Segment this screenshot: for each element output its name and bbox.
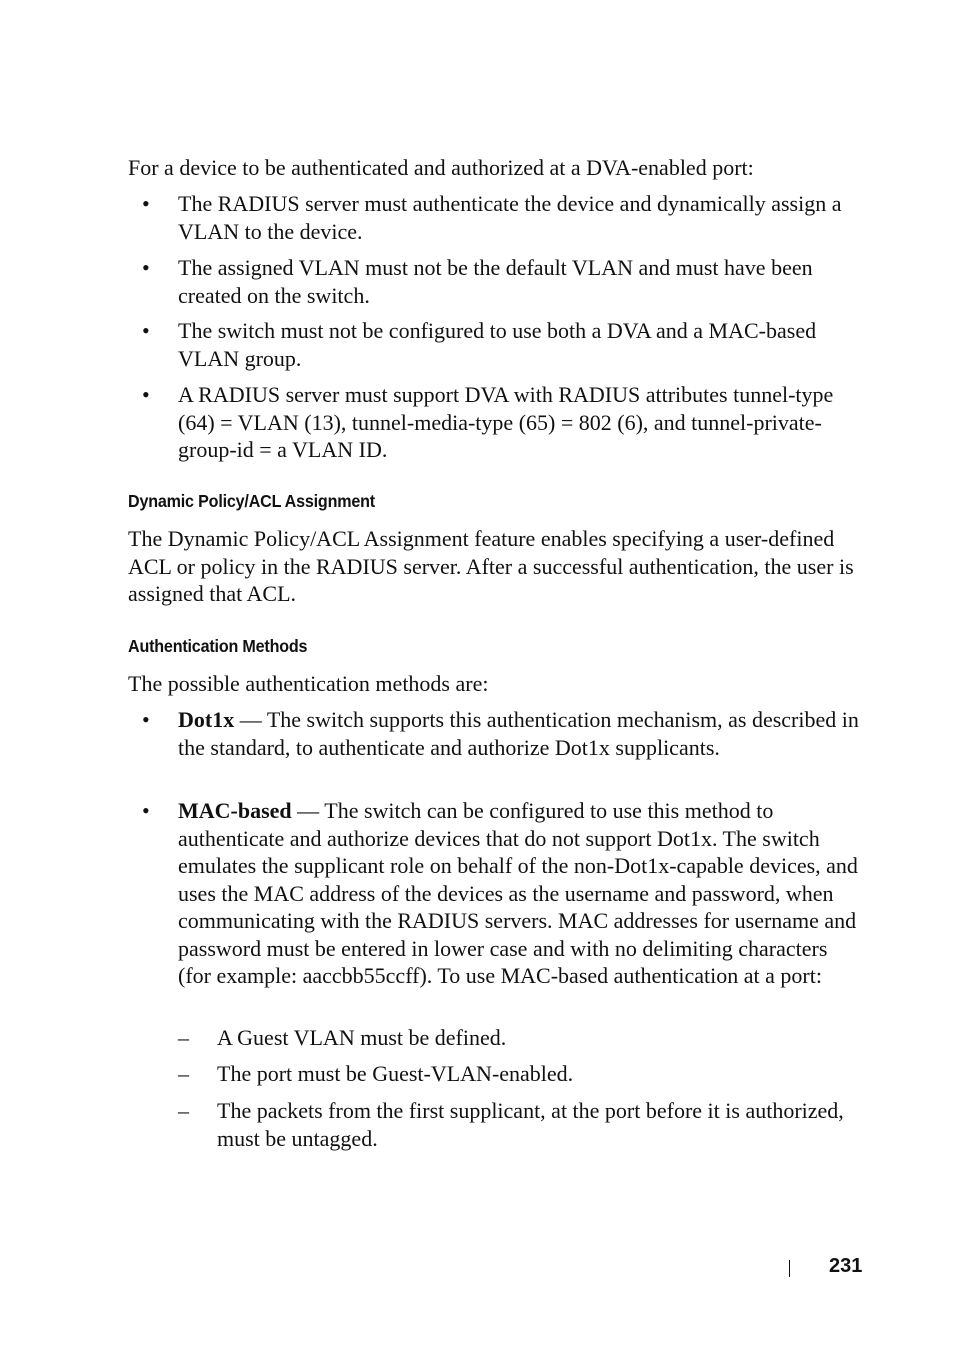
- list-item: [178, 797, 864, 990]
- section-heading: Dynamic Policy/ACL Assignment: [128, 491, 375, 511]
- list-item: The switch must not be configured to use both a DVA and a MAC-based VLAN group.: [178, 318, 817, 371]
- bullet-glyph: •: [142, 255, 150, 280]
- section-paragraph: The possible authentication methods are:: [128, 671, 489, 696]
- sub-list-item: A Guest VLAN must be defined.: [217, 1025, 507, 1050]
- bullet-glyph: •: [142, 191, 150, 216]
- list-item: The assigned VLAN must not be the default VLAN and must have been created on the switch.: [178, 255, 813, 308]
- method-description: — The switch can be configured to use this method to authenticate and authorize devices that do not support Dot1x. The switch emulates the supplicant role on behalf of the non-Dot1x-capable devices, and uses the MAC address of the devices as the username and password, when communicating with the RADIUS servers. MAC addresses for username and password must be entered in lower case and with no delimiting characters (for example: aaccbb55ccff). To use MAC-based authentication at a port:: [178, 798, 858, 988]
- list-item: The RADIUS server must authenticate the device and dynamically assign a VLAN to the device.: [178, 191, 842, 244]
- dash-glyph: –: [178, 1025, 189, 1050]
- method-term: Dot1x: [178, 707, 235, 732]
- sub-list-item: The port must be Guest-VLAN-enabled.: [217, 1061, 574, 1086]
- bullet-glyph: •: [142, 382, 150, 407]
- method-description: — The switch supports this authentication mechanism, as described in the standard, to authenticate and authorize Dot1x supplicants.: [178, 707, 859, 760]
- method-term: MAC-based: [178, 798, 292, 823]
- list-item: [178, 706, 864, 761]
- section-paragraph: The Dynamic Policy/ACL Assignment feature enables specifying a user-defined ACL or policy in the RADIUS server. After a successful authentication, the user is assigned that ACL.: [128, 526, 854, 606]
- dash-glyph: –: [178, 1061, 189, 1086]
- section-heading: Authentication Methods: [128, 636, 308, 656]
- page-number: 231: [829, 1255, 863, 1277]
- dash-glyph: –: [178, 1098, 189, 1123]
- footer-divider: [789, 1260, 790, 1277]
- list-item: A RADIUS server must support DVA with RADIUS attributes tunnel-type (64) = VLAN (13), tunnel-media-type (65) = 802 (6), and tunnel-private-group-id = a VLAN ID.: [178, 382, 834, 462]
- bullet-glyph: •: [142, 798, 150, 823]
- intro-paragraph: For a device to be authenticated and authorized at a DVA-enabled port:: [128, 155, 754, 180]
- sub-list-item: The packets from the first supplicant, at the port before it is authorized, must be untagged.: [217, 1098, 844, 1151]
- bullet-glyph: •: [142, 707, 150, 732]
- bullet-glyph: •: [142, 318, 150, 343]
